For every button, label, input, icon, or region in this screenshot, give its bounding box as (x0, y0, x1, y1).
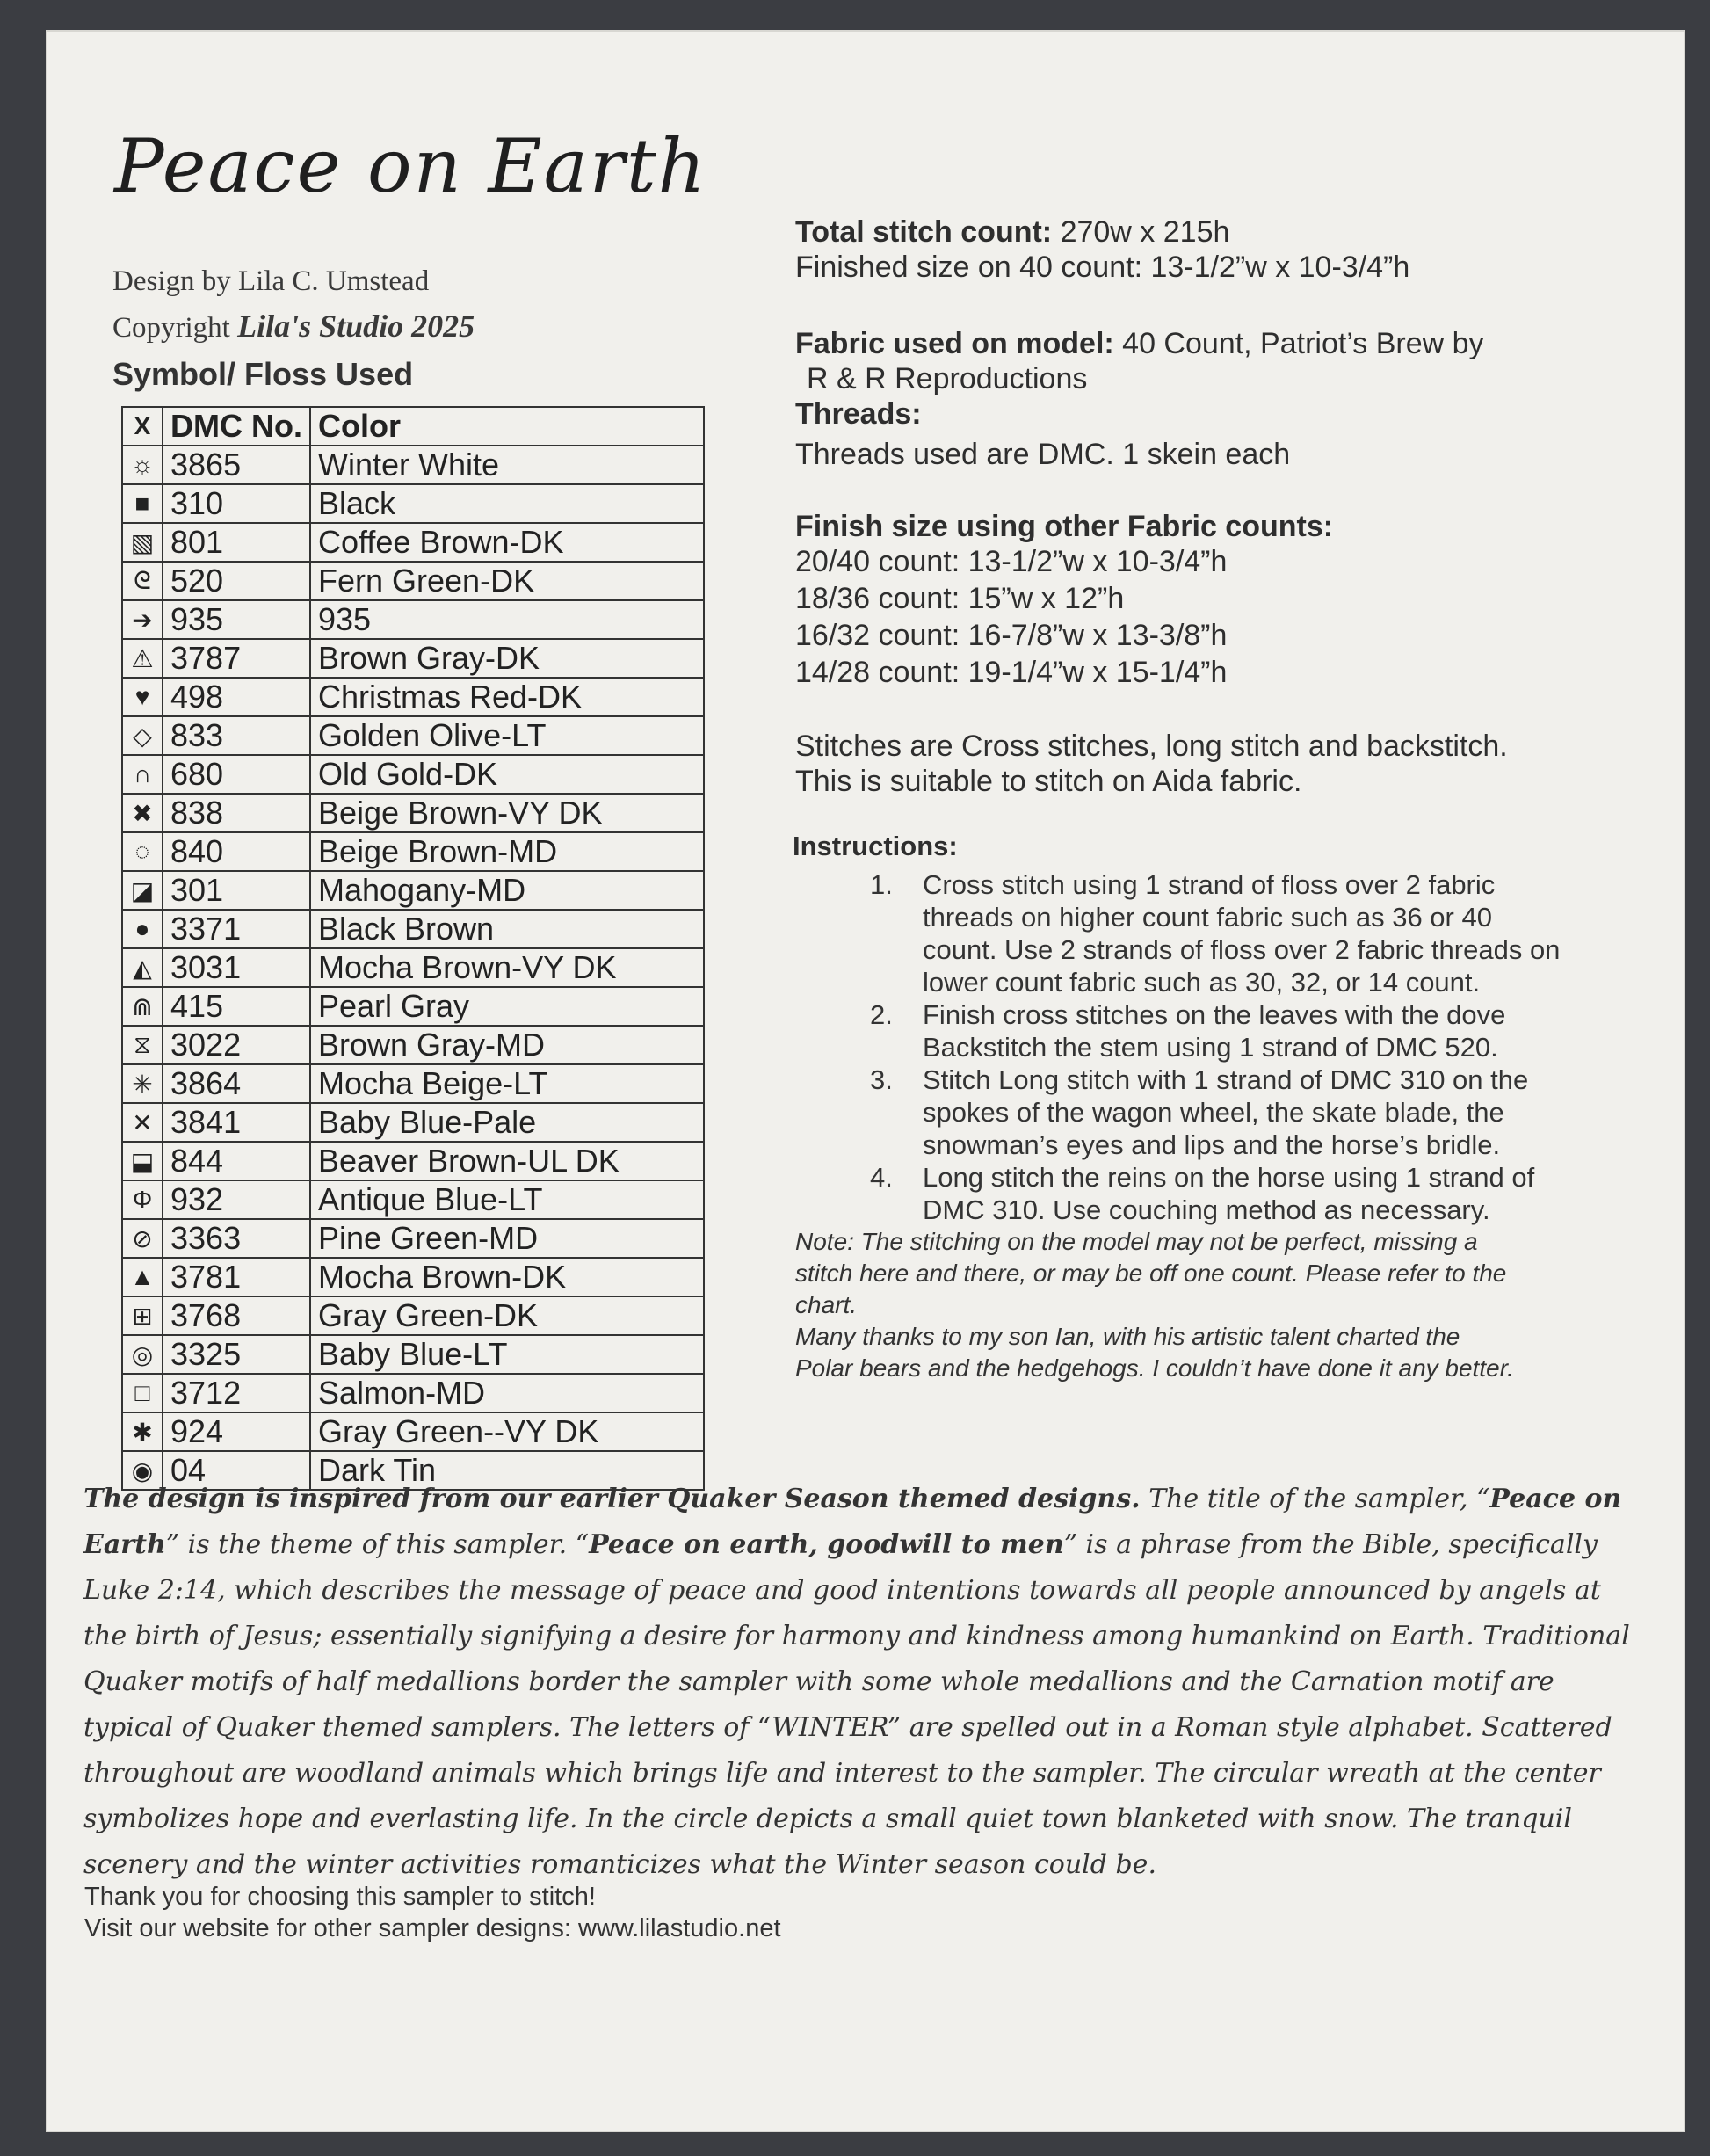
floss-symbol-icon: ⊘ (122, 1219, 163, 1258)
finish-heading: Finish size using other Fabric counts: (795, 510, 1334, 543)
floss-symbol-icon: ◭ (122, 948, 163, 987)
floss-color: Brown Gray-DK (310, 639, 704, 678)
floss-row (122, 484, 704, 523)
floss-color: Antique Blue-LT (310, 1180, 704, 1219)
floss-dmc: 844 (163, 1142, 310, 1180)
floss-symbol-icon: ✖ (122, 794, 163, 832)
floss-row (122, 1026, 704, 1064)
floss-heading: Symbol/ Floss Used (112, 356, 414, 392)
floss-row (122, 562, 704, 600)
floss-dmc: 3031 (163, 948, 310, 987)
floss-row (122, 832, 704, 871)
floss-row (122, 600, 704, 639)
floss-dmc: 3022 (163, 1026, 310, 1064)
description: The design is inspired from our earlier Quaker Season themed designs. The title of the sampler, “Peace on Earth” is the theme of this sampler. “Peace on earth, goodwill to men” is a phrase from the Bible, specifically Luke 2:14, which describes the message of peace and good intentions towards all people announced by angels at the birth of Jesus; essentially signifying a desire for harmony and kindness among humankind on Earth. Traditional Quaker motifs of half medallions border the sampler with some whole medallions and the Carnation motif are typical of Quaker themed samplers. The letters of “WINTER” are spelled out in a Roman style alphabet. Scattered throughout are woodland animals which brings life and interest to the sampler. The circular wreath at the center symbolizes hope and everlasting life. In the circle depicts a small quiet town blanketed with snow. The tranquil scenery and the winter activities romanticizes what the Winter season could be. (83, 1484, 1630, 1880)
instruction-line: Backstitch the stem using 1 strand of DMC 520. (923, 1032, 1498, 1063)
instruction-line: DMC 310. Use couching method as necessary. (923, 1194, 1490, 1225)
finish-size-1: 20/40 count: 13-1/2”w x 10-3/4”h (795, 545, 1228, 578)
floss-symbol-icon: ◎ (122, 1335, 163, 1374)
floss-symbol-icon: ⬓ (122, 1142, 163, 1180)
thanks-line: Thank you for choosing this sampler to stitch! (84, 1883, 596, 1911)
floss-symbol-icon: ᘓ (122, 562, 163, 600)
floss-dmc: 498 (163, 678, 310, 716)
stitches-line-2: This is suitable to stitch on Aida fabric. (795, 765, 1302, 798)
floss-row (122, 716, 704, 755)
floss-symbol-icon: ✱ (122, 1412, 163, 1451)
floss-header-row (122, 407, 704, 446)
floss-row (122, 794, 704, 832)
col-color: Color (310, 407, 704, 446)
floss-symbol-icon: ◌ (122, 832, 163, 871)
instruction-line: Stitch Long stitch with 1 strand of DMC 310 on the (923, 1064, 1529, 1095)
floss-color: Mocha Brown-DK (310, 1258, 704, 1296)
instruction-text (923, 1161, 1534, 1226)
floss-dmc: 3325 (163, 1335, 310, 1374)
floss-dmc: 935 (163, 600, 310, 639)
floss-dmc: 3841 (163, 1103, 310, 1142)
floss-dmc: 3865 (163, 446, 310, 484)
floss-color: 935 (310, 600, 704, 639)
floss-symbol-icon: ⊞ (122, 1296, 163, 1335)
floss-dmc: 3864 (163, 1064, 310, 1103)
instruction-number: 3. (870, 1064, 893, 1095)
instruction-text (923, 868, 1560, 998)
note (795, 1226, 1639, 1384)
floss-dmc: 3712 (163, 1374, 310, 1412)
instruction-number: 1. (870, 869, 893, 900)
floss-color: Baby Blue-Pale (310, 1103, 704, 1142)
instruction-line: Finish cross stitches on the leaves with the dove (923, 999, 1506, 1030)
floss-row (122, 948, 704, 987)
note-line: Many thanks to my son Ian, with his artistic talent charted the (795, 1323, 1460, 1350)
stitch-count: Total stitch count: 270w x 215h (795, 215, 1230, 249)
floss-dmc: 520 (163, 562, 310, 600)
copyright-line (112, 308, 475, 345)
instruction-line: Cross stitch using 1 strand of floss over 2 fabric (923, 869, 1496, 900)
floss-row (122, 523, 704, 562)
floss-symbol-icon: ✕ (122, 1103, 163, 1142)
copyright-label: Copyright (112, 312, 230, 344)
floss-table (121, 406, 705, 1491)
threads-label: Threads: (795, 397, 922, 431)
instruction-number: 2. (870, 999, 893, 1030)
floss-symbol-icon: ☼ (122, 446, 163, 484)
stitches-line-1: Stitches are Cross stitches, long stitch and backstitch. (795, 730, 1508, 763)
instruction-line: spokes of the wagon wheel, the skate blade, the (923, 1097, 1504, 1128)
floss-color: Mahogany-MD (310, 871, 704, 910)
floss-symbol-icon: ⚠ (122, 639, 163, 678)
fabric-used: Fabric used on model: 40 Count, Patriot’s Brew by (795, 327, 1484, 360)
floss-row (122, 755, 704, 794)
note-line: stitch here and there, or may be off one count. Please refer to the (795, 1259, 1507, 1287)
instruction-line: count. Use 2 strands of floss over 2 fabric threads on (923, 934, 1561, 965)
floss-color: Gray Green-DK (310, 1296, 704, 1335)
floss-row (122, 987, 704, 1026)
website-line: Visit our website for other sampler designs: www.lilastudio.net (84, 1914, 781, 1942)
floss-color: Gray Green--VY DK (310, 1412, 704, 1451)
floss-color: Baby Blue-LT (310, 1335, 704, 1374)
floss-row (122, 1412, 704, 1451)
floss-symbol-icon: ⧖ (122, 1026, 163, 1064)
floss-row (122, 1103, 704, 1142)
instruction-item (870, 868, 1661, 998)
floss-dmc: 3768 (163, 1296, 310, 1335)
floss-row (122, 871, 704, 910)
floss-color: Pine Green-MD (310, 1219, 704, 1258)
note-line: chart. (795, 1291, 858, 1318)
instruction-item (870, 1063, 1661, 1161)
finish-size-3: 16/32 count: 16-7/8”w x 13-3/8”h (795, 619, 1228, 652)
floss-color: Golden Olive-LT (310, 716, 704, 755)
floss-dmc: 924 (163, 1412, 310, 1451)
floss-row (122, 1219, 704, 1258)
floss-color: Black (310, 484, 704, 523)
floss-symbol-icon: ◉ (122, 1451, 163, 1490)
floss-dmc: 838 (163, 794, 310, 832)
col-symbol: X (122, 407, 163, 446)
floss-color: Christmas Red-DK (310, 678, 704, 716)
floss-row (122, 1296, 704, 1335)
floss-symbol-icon: ♥ (122, 678, 163, 716)
floss-dmc: 801 (163, 523, 310, 562)
floss-dmc: 301 (163, 871, 310, 910)
floss-row (122, 1335, 704, 1374)
instructions-heading: Instructions: (793, 831, 958, 861)
floss-symbol-icon: ✳ (122, 1064, 163, 1103)
floss-color: Coffee Brown-DK (310, 523, 704, 562)
floss-symbol-icon: ⋒ (122, 987, 163, 1026)
floss-color: Salmon-MD (310, 1374, 704, 1412)
floss-row (122, 446, 704, 484)
instruction-item (870, 998, 1661, 1063)
floss-row (122, 1258, 704, 1296)
floss-symbol-icon: ● (122, 910, 163, 948)
floss-symbol-icon: ▲ (122, 1258, 163, 1296)
floss-symbol-icon: ➔ (122, 600, 163, 639)
instruction-text (923, 1063, 1528, 1161)
col-dmc: DMC No. (163, 407, 310, 446)
finished-size: Finished size on 40 count: 13-1/2”w x 10-3/4”h (795, 250, 1410, 284)
floss-row (122, 1374, 704, 1412)
floss-symbol-icon: ▧ (122, 523, 163, 562)
floss-symbol-icon: ∩ (122, 755, 163, 794)
footer (84, 1881, 781, 1944)
floss-dmc: 833 (163, 716, 310, 755)
page-title: Peace on Earth (114, 123, 707, 209)
instruction-item (870, 1161, 1661, 1226)
floss-dmc: 3787 (163, 639, 310, 678)
instruction-line: threads on higher count fabric such as 36 or 40 (923, 902, 1492, 933)
floss-row (122, 1064, 704, 1103)
instruction-line: Long stitch the reins on the horse using 1 strand of (923, 1162, 1535, 1193)
instruction-number: 4. (870, 1162, 893, 1193)
floss-dmc: 3363 (163, 1219, 310, 1258)
floss-color: Mocha Beige-LT (310, 1064, 704, 1103)
floss-color: Fern Green-DK (310, 562, 704, 600)
fabric-used-2: R & R Reproductions (807, 362, 1088, 396)
floss-dmc: 3781 (163, 1258, 310, 1296)
floss-dmc: 415 (163, 987, 310, 1026)
floss-color: Beige Brown-VY DK (310, 794, 704, 832)
floss-row (122, 1180, 704, 1219)
instruction-line: snowman’s eyes and lips and the horse’s bridle. (923, 1129, 1501, 1160)
floss-symbol-icon: ■ (122, 484, 163, 523)
instruction-line: lower count fabric such as 30, 32, or 14 count. (923, 967, 1481, 998)
floss-color: Winter White (310, 446, 704, 484)
floss-color: Pearl Gray (310, 987, 704, 1026)
floss-color: Dark Tin (310, 1451, 704, 1490)
floss-color: Black Brown (310, 910, 704, 948)
floss-dmc: 04 (163, 1451, 310, 1490)
floss-color: Beaver Brown-UL DK (310, 1142, 704, 1180)
floss-dmc: 310 (163, 484, 310, 523)
studio-name: Lila's Studio 2025 (237, 309, 475, 344)
floss-color: Beige Brown-MD (310, 832, 704, 871)
floss-row (122, 1142, 704, 1180)
floss-dmc: 840 (163, 832, 310, 871)
floss-row (122, 639, 704, 678)
floss-row (122, 678, 704, 716)
floss-symbol-icon: ◇ (122, 716, 163, 755)
threads-value: Threads used are DMC. 1 skein each (795, 438, 1291, 471)
floss-symbol-icon: □ (122, 1374, 163, 1412)
floss-color: Mocha Brown-VY DK (310, 948, 704, 987)
finish-size-4: 14/28 count: 19-1/4”w x 15-1/4”h (795, 656, 1228, 689)
floss-dmc: 680 (163, 755, 310, 794)
instruction-text (923, 998, 1505, 1063)
instructions-list (870, 868, 1661, 1226)
note-line: Polar bears and the hedgehogs. I couldn’t have done it any better. (795, 1354, 1514, 1382)
finish-size-2: 18/36 count: 15”w x 12”h (795, 582, 1125, 615)
note-line: Note: The stitching on the model may not be perfect, missing a (795, 1228, 1478, 1255)
floss-symbol-icon: Φ (122, 1180, 163, 1219)
floss-color: Old Gold-DK (310, 755, 704, 794)
design-by: Design by Lila C. Umstead (112, 265, 430, 297)
floss-dmc: 3371 (163, 910, 310, 948)
floss-dmc: 932 (163, 1180, 310, 1219)
floss-color: Brown Gray-MD (310, 1026, 704, 1064)
floss-row (122, 910, 704, 948)
floss-symbol-icon: ◪ (122, 871, 163, 910)
